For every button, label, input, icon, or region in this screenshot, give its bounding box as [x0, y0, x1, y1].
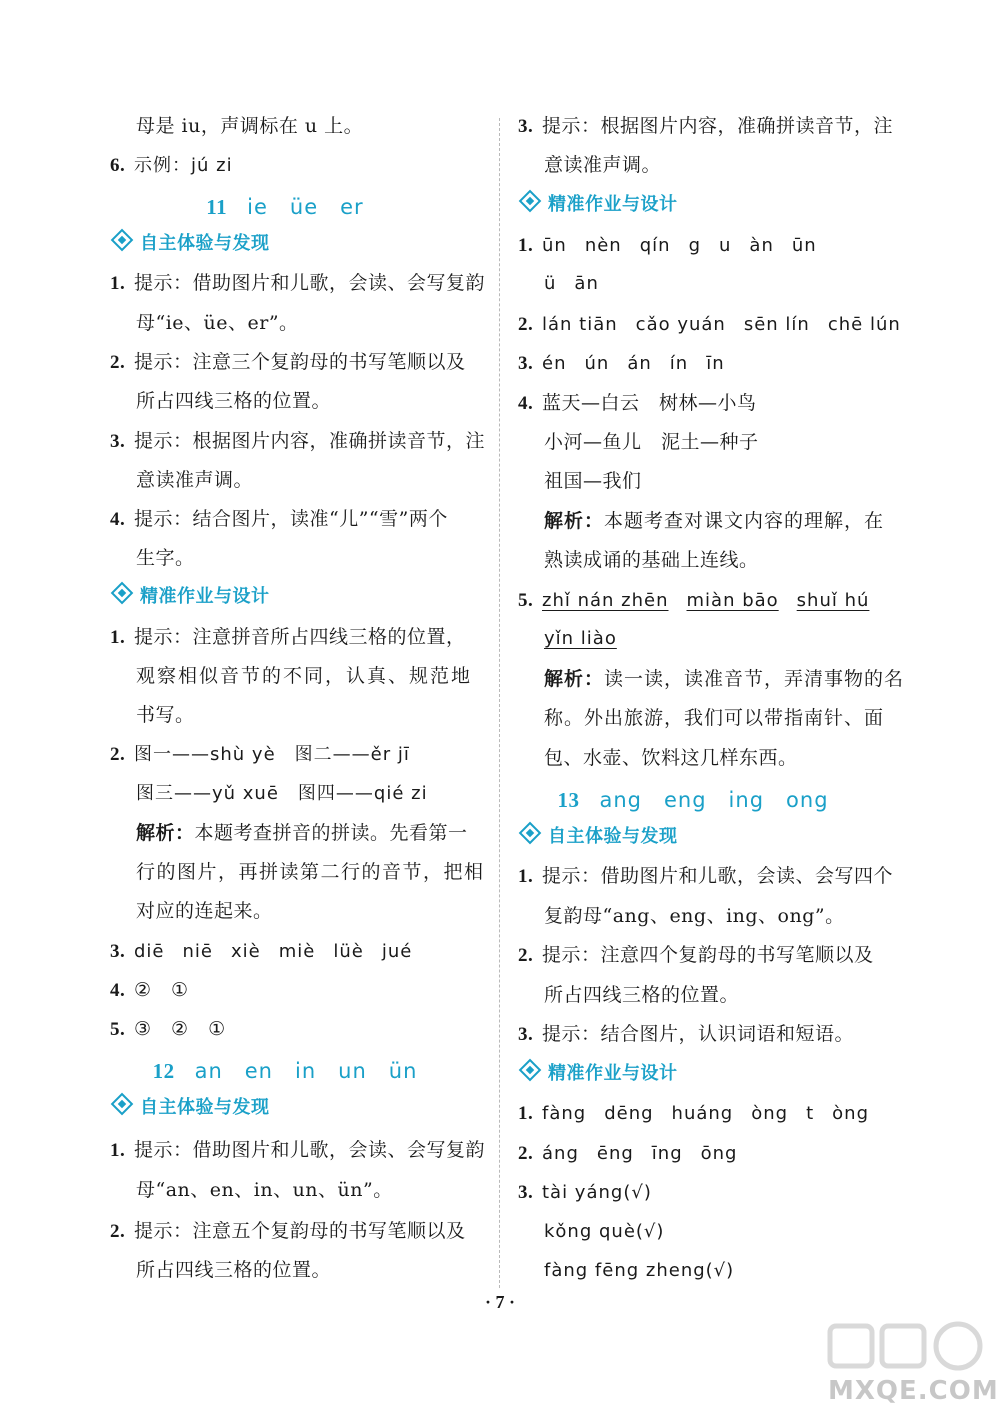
answer-item: 1. 提示：借助图片和儿歌，会读、会写四个	[518, 865, 894, 887]
diamond-icon	[519, 190, 542, 213]
page-number: · 7 ·	[484, 1292, 515, 1312]
answer-item: 6. 示例：jú zi	[110, 155, 233, 176]
lesson-heading-11: 11 ie üe er	[206, 195, 364, 219]
diamond-icon	[519, 1059, 542, 1082]
answer-item: 4. 蓝天—白云 树林—小鸟	[518, 392, 757, 414]
text-line: 称。外出旅游，我们可以带指南针、面	[544, 707, 885, 729]
answer-item: 2. áng ēng īng ōng	[518, 1143, 738, 1164]
text-line: fàng fēng zheng(√)	[544, 1260, 735, 1281]
diamond-icon	[111, 1093, 134, 1116]
answer-item: 3. diē niē xiè miè lüè jué	[110, 941, 413, 962]
section-heading: 精准作业与设计	[518, 1062, 678, 1086]
diamond-icon	[519, 822, 542, 845]
answer-item: 5. ③ ② ①	[110, 1018, 226, 1040]
text-line: 熟读成诵的基础上连线。	[544, 549, 759, 571]
text-line: 母“ie、üe、er”。	[136, 312, 299, 334]
analysis-line: 解析：本题考查拼音的拼读。先看第一	[136, 822, 468, 844]
section-heading: 自主体验与发现	[110, 232, 270, 256]
text-line: 母“an、en、in、un、ün”。	[136, 1179, 393, 1201]
answer-item: 1. 提示：借助图片和儿歌，会读、会写复韵	[110, 1139, 486, 1161]
text-line: 书写。	[136, 704, 195, 726]
text-line: 所占四线三格的位置。	[544, 984, 740, 1006]
text-line: 对应的连起来。	[136, 900, 273, 922]
section-heading: 自主体验与发现	[110, 1096, 270, 1120]
text-line: 复韵母“ang、eng、ing、ong”。	[544, 905, 845, 927]
watermark-text: MXQE.COM	[828, 1376, 999, 1406]
analysis-line: 解析：读一读，读准音节，弄清事物的名	[544, 668, 905, 690]
section-heading: 自主体验与发现	[518, 825, 678, 849]
answer-item: 1. fàng dēng huáng òng t òng	[518, 1103, 870, 1124]
answer-item: 2. 提示：注意五个复韵母的书写笔顺以及	[110, 1220, 466, 1242]
answer-item: 1. 提示：借助图片和儿歌，会读、会写复韵	[110, 272, 486, 294]
answer-item: 1. 提示：注意拼音所占四线三格的位置，	[110, 626, 466, 648]
text-line: kǒng què(√)	[544, 1221, 665, 1242]
text-line: 意读准声调。	[136, 469, 254, 491]
answer-item: 3. 提示：根据图片内容，准确拼读音节，注	[518, 115, 894, 137]
text-line: 观察相似音节的不同，认真、规范地	[136, 665, 473, 687]
lesson-heading-12: 12 an en in un ün	[152, 1059, 418, 1083]
text-line: 包、水壶、饮料这几样东西。	[544, 747, 798, 769]
analysis-line: 解析：本题考查对课文内容的理解，在	[544, 510, 885, 532]
answer-item: 4. 提示：结合图片，读准“儿”“雪”两个	[110, 508, 448, 530]
answer-item: 2. 图一——shù yè 图二——ěr jī	[110, 744, 410, 765]
answer-item: 1. ūn nèn qín g u àn ūn	[518, 235, 817, 256]
text-line: 图三——yǔ xuē 图四——qié zi	[136, 783, 428, 804]
column-divider	[499, 118, 500, 1288]
answer-item: 2. 提示：注意四个复韵母的书写笔顺以及	[518, 944, 874, 966]
text-line: 所占四线三格的位置。	[136, 1259, 332, 1281]
diamond-icon	[111, 229, 134, 252]
answer-item: 4. ② ①	[110, 979, 189, 1001]
section-heading: 精准作业与设计	[110, 585, 270, 609]
answer-item: 3. én ún án ín īn	[518, 353, 725, 374]
text-line: 母是 iu，声调标在 u 上。	[136, 115, 364, 137]
answer-item: 3. 提示：根据图片内容，准确拼读音节，注	[110, 430, 486, 452]
text-line: 小河—鱼儿 泥土—种子	[544, 431, 759, 453]
text-line: 行的图片，再拼读第二行的音节，把相	[136, 861, 485, 883]
text-line: 生字。	[136, 547, 195, 569]
answer-item: 2. lán tiān cǎo yuán sēn lín chē lún	[518, 314, 901, 335]
diamond-icon	[111, 582, 134, 605]
text-line: yǐn liào	[544, 628, 617, 649]
section-heading: 精准作业与设计	[518, 193, 678, 217]
answer-item: 2. 提示：注意三个复韵母的书写笔顺以及	[110, 351, 466, 373]
answer-item: 5. zhǐ nán zhēn miàn bāo shuǐ hú	[518, 590, 870, 611]
text-line: 祖国—我们	[544, 470, 642, 492]
text-line: 意读准声调。	[544, 154, 662, 176]
lesson-heading-13: 13 ang eng ing ong	[557, 788, 829, 812]
answer-item: 3. tài yáng(√)	[518, 1182, 652, 1203]
text-line: 所占四线三格的位置。	[136, 390, 332, 412]
text-line: ü ān	[544, 273, 599, 294]
answer-item: 3. 提示：结合图片，认识词语和短语。	[518, 1023, 855, 1045]
